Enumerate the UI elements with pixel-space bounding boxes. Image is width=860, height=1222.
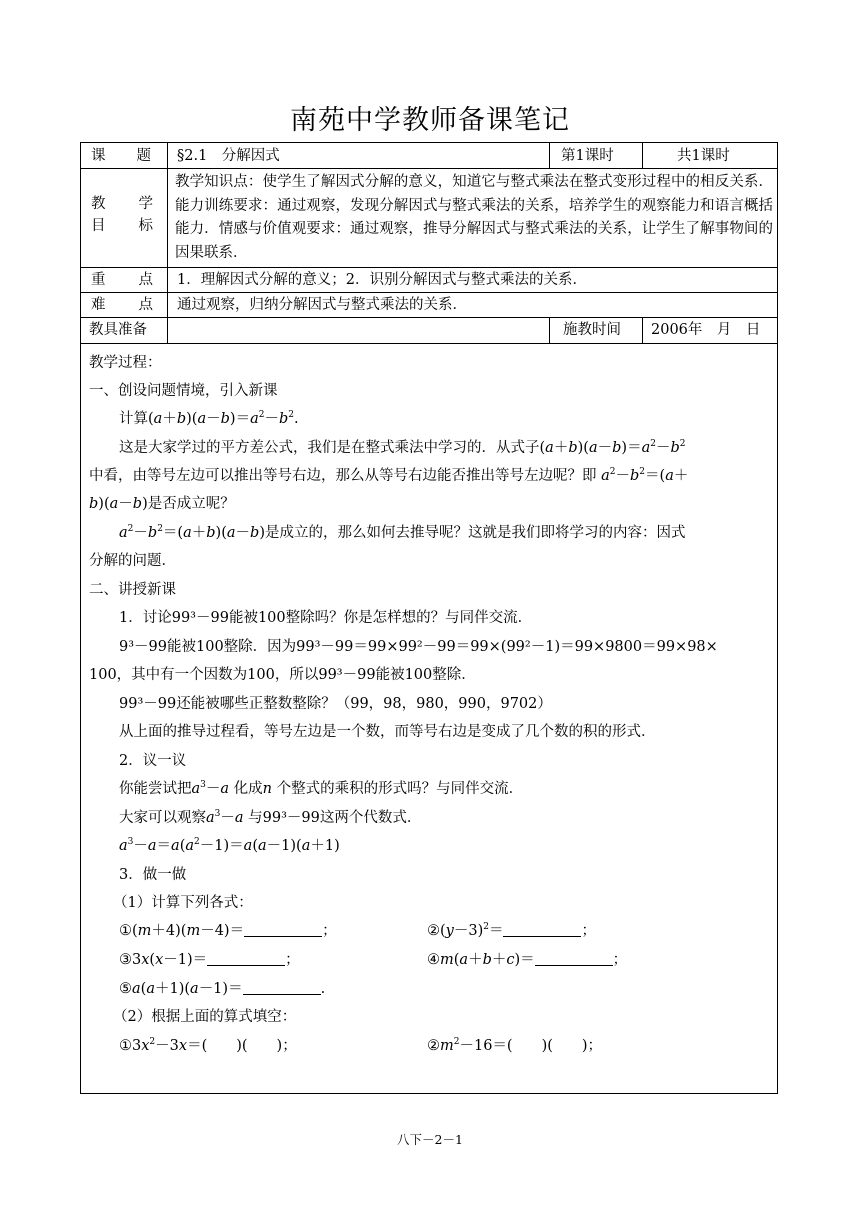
goals-label: 教 学 目 标: [91, 196, 153, 234]
teaching-date-value: 2006年 月 日: [651, 322, 761, 338]
process-heading: 教学过程：: [89, 355, 162, 371]
section-1-para-1a: 这是大家学过的平方差公式，我们是在整式乘法中学习的．从式子$(a+b)(a-b)=a^2-b^2$: [119, 439, 686, 456]
teaching-date-label: 施教时间: [563, 322, 621, 338]
tools-label: 教具准备: [89, 322, 147, 338]
question-1-note: 从上面的推导过程看，等号左边是一个数，而等号右边是变成了几个数的积的形式．: [119, 724, 656, 740]
question-2-a: 你能尝试把$a^3-a$ 化成n 个整式的乘积的形式吗？与同伴交流．: [119, 780, 524, 797]
section-1-para-1c: b)(a－b)是否成立呢？: [89, 496, 235, 512]
section-1-para-2b: 分解的问题．: [89, 553, 176, 569]
difficulty-label: 难 点: [91, 297, 153, 313]
topic-value: §2.1 分解因式: [177, 148, 280, 164]
question-1-answer-a: 9³－99能被100整除．因为99³－99＝99×99²－99＝99×(99²－1)＝99×9800＝99×98×: [119, 639, 718, 655]
topic-label: 课 题: [91, 148, 151, 164]
column-divider: [549, 317, 550, 343]
question-1-answer-b: 100，其中有一个因数为100，所以99³－99能被100整除．: [89, 667, 476, 683]
row-divider: [81, 267, 777, 268]
page-title: 南苑中学教师备课笔记: [290, 105, 570, 136]
fill-1: $①3x^2-3x=$( )( )；: [119, 1037, 297, 1054]
period-cell: 第1课时: [561, 148, 614, 164]
column-divider: [167, 143, 168, 343]
difficulty-text: 通过观察，归纳分解因式与整式乘法的关系．: [177, 297, 467, 313]
question-2-b: 大家可以观察$a^3-a$ 与99³－99这两个代数式．: [119, 809, 422, 826]
question-1-more: 99³－99还能被哪些正整数整除？（99，98，980，990，9702）: [119, 696, 552, 712]
total-periods-cell: 共1课时: [677, 148, 730, 164]
section-1-para-2a: $a^2-b^2=(a+b)(a-b)$是成立的，那么如何去推导呢？这就是我们即将学习的内容：因式: [119, 524, 686, 541]
row-divider: [81, 343, 777, 344]
fill-2: $②m^2-16=$( )( )；: [427, 1037, 603, 1054]
question-3: 3．做一做: [119, 867, 187, 883]
exercise-3: ③3x(x－1)＝ ；: [119, 952, 300, 968]
question-3-sub-1: （1）计算下列各式：: [113, 895, 253, 911]
key-points-text: 1．理解因式分解的意义；2．识别分解因式与整式乘法的关系．: [177, 272, 587, 288]
column-divider: [642, 143, 643, 168]
column-divider: [549, 143, 550, 168]
exercise-1: ①(m＋4)(m－4)＝ ；: [119, 923, 337, 939]
question-2-derivation: $a^3-a=a(a^2-1)=a(a-1)(a+1)$: [119, 837, 340, 854]
section-1-para-1b: 中看，由等号左边可以推出等号右边，那么从等号右边能否推出等号左边呢？即 $a^2-b^2=(a+$: [89, 467, 689, 484]
section-2-title: 二、讲授新课: [89, 582, 176, 598]
page-footer: 八下－2－1: [397, 1132, 463, 1147]
exercise-4: ④m(a＋b＋c)＝ ；: [427, 952, 628, 968]
question-2: 2．议一议: [119, 753, 187, 769]
row-divider: [81, 292, 777, 293]
exercise-2: $②(y-3)^2=$ ；: [427, 922, 596, 939]
section-1-calc: 计算$(a+b)(a-b)=a^2-b^2$.: [119, 410, 299, 427]
exercise-5: ⑤a(a＋1)(a－1)＝ .: [119, 981, 326, 997]
question-1: 1．讨论99³－99能被100整除吗？你是怎样想的？与同伴交流．: [119, 610, 533, 626]
column-divider: [642, 317, 643, 343]
row-divider: [81, 317, 777, 318]
lesson-table: [80, 142, 778, 1094]
section-1-title: 一、创设问题情境，引入新课: [89, 383, 278, 399]
goals-text: 教学知识点：使学生了解因式分解的意义，知道它与整式乘法在整式变形过程中的相反关系．能力训练要求：通过观察，发现分解因式与整式乘法的关系，培养学生的观察能力和语言概括能力．情感与价值观要求：通过观察，推导分解因式与整式乘法的关系，让学生了解事物间的因果联系．: [175, 174, 773, 261]
row-divider: [81, 168, 777, 169]
key-points-label: 重 点: [91, 272, 153, 288]
question-3-sub-2: （2）根据上面的算式填空：: [113, 1009, 297, 1025]
